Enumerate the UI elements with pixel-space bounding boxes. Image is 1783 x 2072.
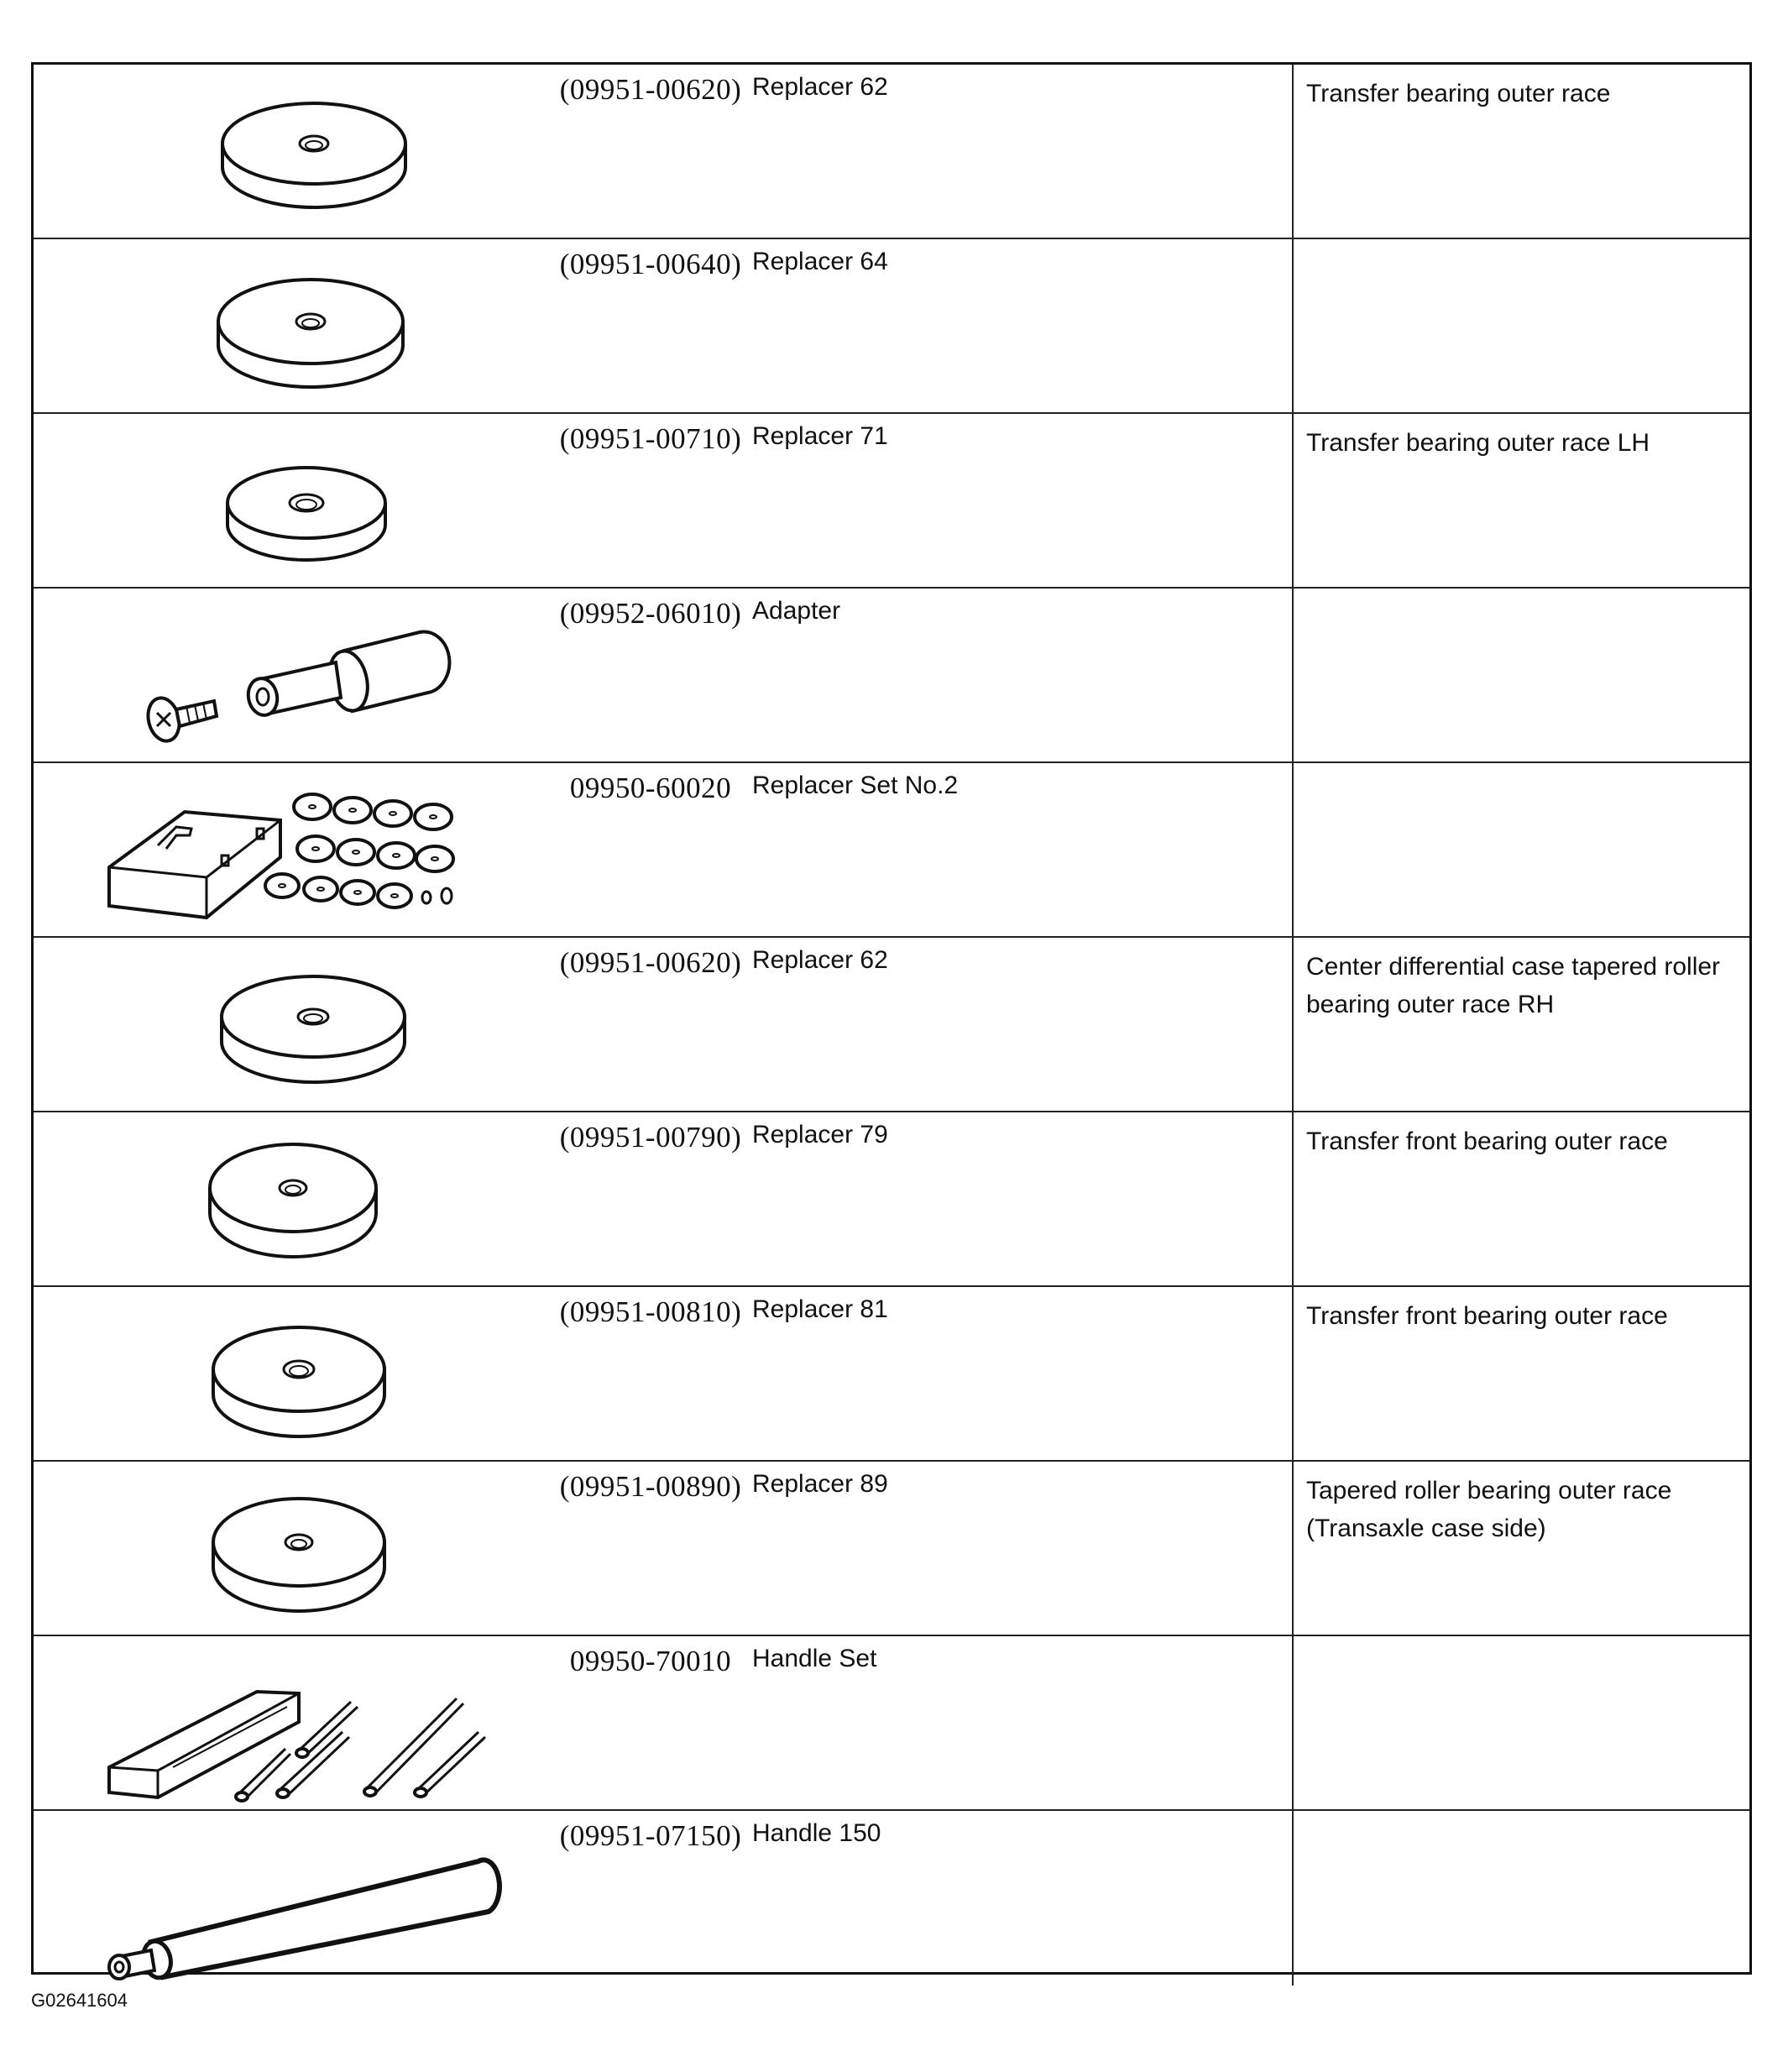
- tool-name: Replacer 64: [752, 248, 888, 275]
- replacer-disc-icon: [59, 1292, 529, 1457]
- tool-usage: Transfer front bearing outer race: [1306, 1302, 1668, 1330]
- table-row: [34, 1462, 1749, 1636]
- part-number: (09951-00640): [559, 248, 742, 280]
- replacer-disc-icon: [59, 419, 529, 583]
- special-service-tools-table: [31, 62, 1752, 1975]
- tool-name: Replacer 62: [752, 946, 888, 974]
- tool-name: Handle Set: [752, 1645, 877, 1672]
- tool-usage: Tapered roller bearing outer race (Transaxle case side): [1306, 1477, 1672, 1542]
- part-number: (09951-00810): [559, 1295, 742, 1328]
- table-row: [34, 1636, 1749, 1811]
- tool-name: Replacer 89: [752, 1470, 888, 1498]
- replacer-set-icon: [59, 768, 529, 933]
- figure-code: G02641604: [31, 1990, 128, 2011]
- tool-usage: Transfer front bearing outer race: [1306, 1128, 1668, 1155]
- replacer-disc-icon: [59, 70, 529, 234]
- table-row: [34, 1811, 1749, 1986]
- handle-bar-icon: [59, 1816, 529, 1980]
- part-number: (09951-00620): [559, 946, 742, 979]
- table-row: [34, 938, 1749, 1112]
- table-row: [34, 763, 1749, 938]
- table-row: [34, 414, 1749, 589]
- part-number: (09951-00890): [559, 1470, 742, 1503]
- table-row: [34, 1112, 1749, 1287]
- replacer-disc-icon: [59, 1467, 529, 1631]
- part-number: (09952-06010): [559, 597, 742, 630]
- tool-usage: Center differential case tapered roller bearing outer race RH: [1306, 953, 1721, 1018]
- part-number: (09951-00710): [559, 422, 742, 455]
- table-row: [34, 239, 1749, 414]
- replacer-disc-icon: [59, 244, 529, 409]
- tool-name: Replacer 81: [752, 1295, 888, 1323]
- tool-name: Adapter: [752, 597, 841, 625]
- replacer-disc-icon: [59, 1117, 529, 1282]
- part-number: 09950-70010: [569, 1645, 732, 1677]
- tool-name: Replacer Set No.2: [752, 772, 959, 799]
- tool-usage: Transfer bearing outer race LH: [1306, 429, 1650, 457]
- replacer-disc-icon: [59, 943, 529, 1107]
- handle-set-icon: [59, 1641, 529, 1806]
- part-number: (09951-00620): [559, 73, 742, 106]
- table-row: [34, 1287, 1749, 1462]
- tool-usage: Transfer bearing outer race: [1306, 80, 1611, 107]
- tool-name: Handle 150: [752, 1819, 881, 1847]
- tool-name: Replacer 62: [752, 73, 888, 101]
- part-number: (09951-00790): [559, 1121, 742, 1154]
- table-row: [34, 65, 1749, 239]
- part-number: (09951-07150): [559, 1819, 742, 1852]
- table-row: [34, 589, 1749, 763]
- adapter-icon: [59, 594, 529, 758]
- part-number: 09950-60020: [569, 772, 732, 804]
- tool-name: Replacer 71: [752, 422, 888, 450]
- tool-name: Replacer 79: [752, 1121, 888, 1148]
